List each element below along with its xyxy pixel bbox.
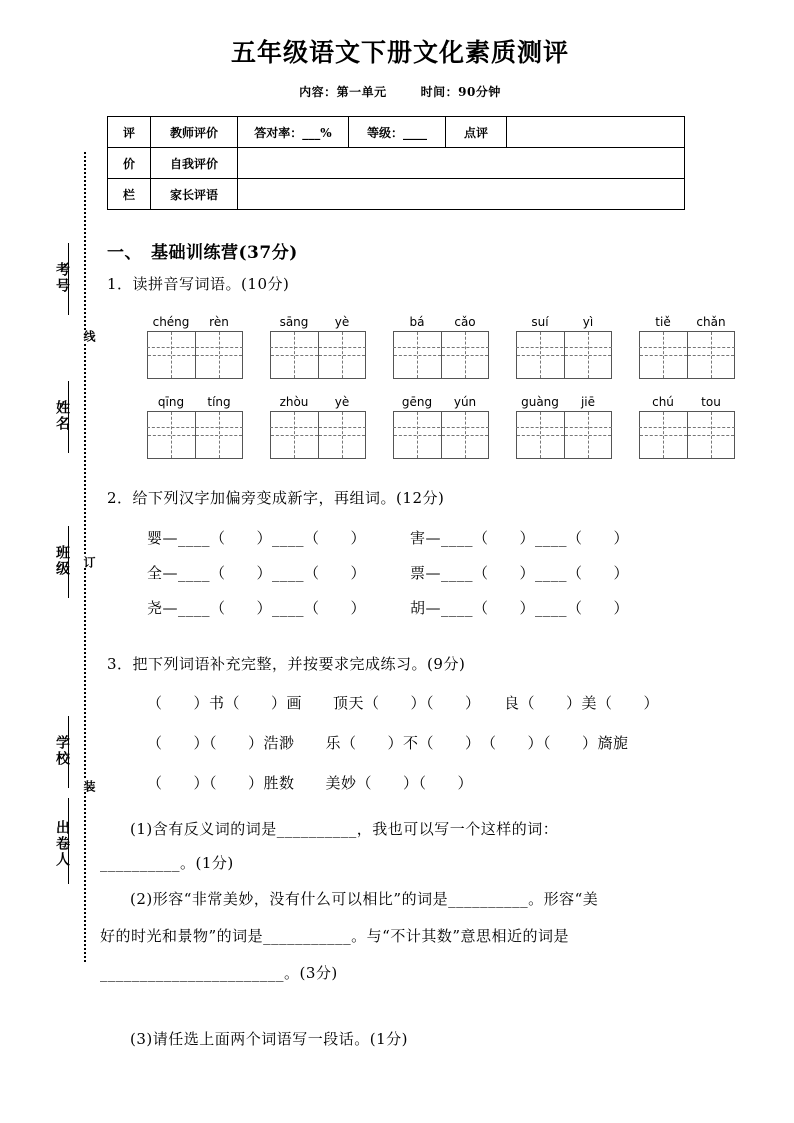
- pinyin-group: [393, 314, 489, 379]
- pinyin-syllable: yún: [453, 395, 477, 409]
- pinyin-row: [393, 314, 489, 331]
- section-one-heading: 一、 基础训练营(37分): [107, 243, 298, 263]
- tianzige-box[interactable]: [147, 331, 243, 379]
- q3-idiom-row-2[interactable]: （ ）（ ）浩渺 乐（ ）不（ ） （ ）（ ）旖旎: [147, 734, 629, 752]
- self-eval-label: 自我评价: [151, 148, 238, 179]
- pinyin-row: [393, 394, 489, 411]
- pinyin-syllable: tiě: [655, 315, 671, 329]
- q2-row-2-left[interactable]: 全—____（ ）____（ ）: [147, 564, 367, 582]
- question-1-heading: 1．读拼音写词语。(10分): [107, 275, 290, 293]
- tianzige-box[interactable]: [639, 411, 735, 459]
- pinyin-syllable: chú: [652, 395, 674, 409]
- tianzige-box[interactable]: [516, 411, 612, 459]
- pinyin-syllable: tíng: [207, 395, 231, 409]
- q3-sub3-line[interactable]: (3)请任选上面两个词语写一段话。(1分): [130, 1030, 408, 1048]
- question-2-heading: 2．给下列汉字加偏旁变成新字，再组词。(12分): [107, 489, 445, 507]
- pinyin-group: [516, 394, 612, 459]
- pinyin-group: [639, 394, 735, 459]
- pinyin-syllable: rèn: [209, 315, 229, 329]
- pinyin-syllable: jiē: [580, 395, 596, 409]
- binding-word-zhuang: 装: [74, 780, 96, 792]
- q3-sub2-line-2[interactable]: 好的时光和景物”的词是___________。与“不计其数”意思相近的词是: [100, 927, 570, 945]
- tianzige-box[interactable]: [393, 411, 489, 459]
- tianzige-box[interactable]: [270, 331, 366, 379]
- pinyin-syllable: chéng: [152, 315, 190, 329]
- q3-sub2-line-3[interactable]: _______________________。(3分): [100, 964, 338, 982]
- pinyin-syllable: guàng: [521, 395, 559, 409]
- pinyin-row: [147, 314, 243, 331]
- grade-field[interactable]: 等级：____: [349, 117, 446, 148]
- field-label-xuexiao: 学校: [54, 735, 70, 767]
- field-label-banji: 班级: [54, 545, 70, 577]
- table-row: [108, 179, 685, 210]
- teacher-eval-label: 教师评价: [151, 117, 238, 148]
- q2-row-1-right[interactable]: 害—____（ ）____（ ）: [410, 529, 630, 547]
- pinyin-syllable: sāng: [279, 315, 309, 329]
- pinyin-syllable: gēng: [401, 395, 433, 409]
- exam-time-label: 时间：90分钟: [420, 85, 501, 99]
- q2-row-3-right[interactable]: 胡—____（ ）____（ ）: [410, 599, 630, 617]
- pinyin-syllable: suí: [531, 315, 549, 329]
- q3-idiom-row-3[interactable]: （ ）（ ）胜数 美妙（ ）（ ）: [147, 774, 474, 792]
- field-label-xingming: 姓名: [54, 400, 70, 432]
- pinyin-row: [516, 314, 612, 331]
- q3-sub1-line-1[interactable]: (1)含有反义词的词是__________，我也可以写一个这样的词：: [130, 820, 559, 838]
- q3-sub1-line-2[interactable]: __________。(1分): [100, 854, 234, 872]
- pinyin-row: [639, 314, 735, 331]
- pinyin-syllable: chǎn: [696, 315, 726, 329]
- pinyin-group: [393, 394, 489, 459]
- correct-rate-field[interactable]: 答对率：___%: [238, 117, 349, 148]
- pinyin-group: [516, 314, 612, 379]
- pinyin-group: [639, 314, 735, 379]
- evaluation-table: [107, 116, 685, 210]
- eval-label-char-2: 价: [108, 148, 151, 179]
- q2-row-1-left[interactable]: 婴—____（ ）____（ ）: [147, 529, 367, 547]
- q3-sub2-line-1[interactable]: (2)形容“非常美妙，没有什么可以相比”的词是__________。形容“美: [130, 890, 599, 908]
- pinyin-group: [270, 394, 366, 459]
- pinyin-syllable: yì: [582, 315, 594, 329]
- content-column: [100, 0, 794, 1048]
- binding-margin: [0, 0, 100, 1123]
- pinyin-syllable: cǎo: [454, 315, 476, 329]
- question-3-heading: 3．把下列词语补充完整，并按要求完成练习。(9分): [107, 655, 466, 673]
- pinyin-group: [270, 314, 366, 379]
- binding-word-xian: 线: [74, 330, 96, 342]
- remark-label: 点评: [446, 117, 507, 148]
- pinyin-row: [147, 394, 243, 411]
- exam-meta: [100, 83, 700, 100]
- table-row: [108, 148, 685, 179]
- field-label-kaohao: 考号: [54, 262, 70, 294]
- table-row: [108, 117, 685, 148]
- field-label-chujuan: 出卷人: [54, 820, 70, 868]
- page-title: 五年级语文下册文化素质测评: [230, 38, 569, 67]
- pinyin-syllable: bá: [409, 315, 425, 329]
- eval-label-char-3: 栏: [108, 179, 151, 210]
- pinyin-group: [147, 394, 243, 459]
- eval-label-char-1: 评: [108, 117, 151, 148]
- binding-word-ding: 订: [74, 556, 96, 568]
- tianzige-box[interactable]: [393, 331, 489, 379]
- q3-idiom-row-1[interactable]: （ ）书（ ）画 顶天（ ）（ ） 良（ ）美（ ）: [147, 694, 660, 712]
- parent-comment-label: 家长评语: [151, 179, 238, 210]
- pinyin-group: [147, 314, 243, 379]
- pinyin-syllable: zhòu: [279, 395, 309, 409]
- pinyin-syllable: tou: [701, 395, 721, 409]
- exam-content-label: 内容：第一单元: [299, 85, 387, 99]
- pinyin-row: [639, 394, 735, 411]
- pinyin-row: [270, 314, 366, 331]
- q2-row-3-left[interactable]: 尧—____（ ）____（ ）: [147, 599, 367, 617]
- parent-comment-box[interactable]: [238, 179, 685, 210]
- tianzige-box[interactable]: [147, 411, 243, 459]
- self-eval-box[interactable]: [238, 148, 685, 179]
- tianzige-box[interactable]: [516, 331, 612, 379]
- q2-row-2-right[interactable]: 票—____（ ）____（ ）: [410, 564, 630, 582]
- tianzige-box[interactable]: [639, 331, 735, 379]
- pinyin-syllable: yè: [334, 315, 350, 329]
- pinyin-syllable: yè: [334, 395, 350, 409]
- pinyin-row: [270, 394, 366, 411]
- pinyin-row: [516, 394, 612, 411]
- tianzige-box[interactable]: [270, 411, 366, 459]
- pinyin-syllable: qīng: [157, 395, 185, 409]
- teacher-remark-box[interactable]: [507, 117, 685, 148]
